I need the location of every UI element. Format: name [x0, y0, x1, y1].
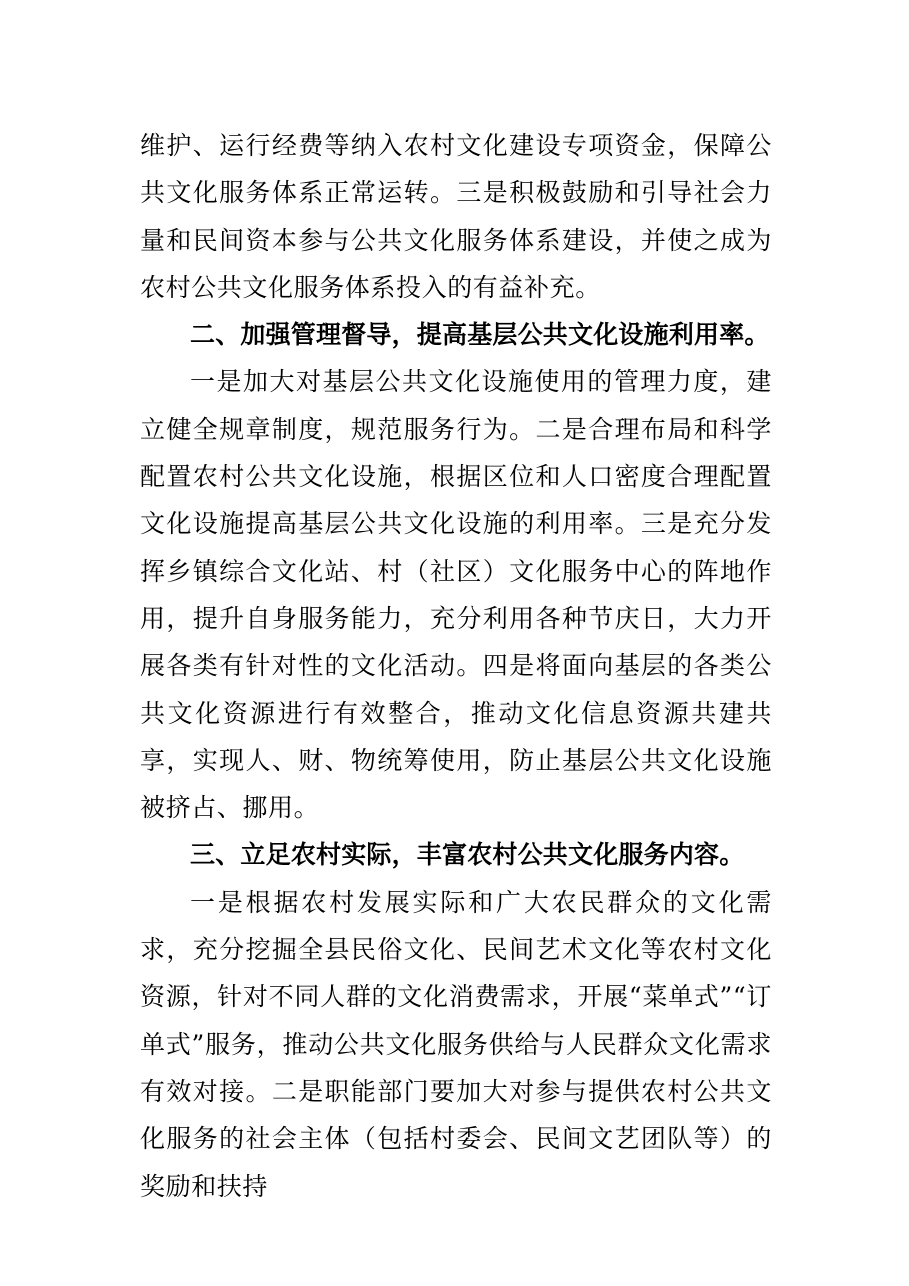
body-paragraph: 一是根据农村发展实际和广大农民群众的文化需求，充分挖掘全县民俗文化、民间艺术文化等农村文化资源，针对不同人群的文化消费需求，开展“菜单式”“订单式”服务，推动公共文化服务供给与人民群众文化需求有效对接。二是职能部门要加大对参与提供农村公共文化服务的社会主体（包括村委会、民间文艺团队等）的奖励和扶持 — [140, 887, 772, 1201]
body-paragraph: 一是加大对基层公共文化设施使用的管理力度，建立健全规章制度，规范服务行为。二是合理布局和科学配置农村公共文化设施，根据区位和人口密度合理配置文化设施提高基层公共文化设施的利用率。三是充分发挥乡镇综合文化站、村（社区）文化服务中心的阵地作用，提升自身服务能力，充分利用各种节庆日，大力开展各类有针对性的文化活动。四是将面向基层的各类公共文化资源进行有效整合，推动文化信息资源共建共享，实现人、财、物统筹使用，防止基层公共文化设施被挤占、挪用。 — [140, 367, 772, 823]
document-body — [140, 122, 772, 1210]
section-heading: 三、立足农村实际，丰富农村公共文化服务内容。 — [190, 840, 745, 870]
section-heading: 二、加强管理督导，提高基层公共文化设施利用率。 — [190, 320, 770, 350]
body-paragraph: 维护、运行经费等纳入农村文化建设专项资金，保障公共文化服务体系正常运转。三是积极鼓励和引导社会力量和民间资本参与公共文化服务体系建设，并使之成为农村公共文化服务体系投入的有益补充。 — [140, 131, 772, 302]
